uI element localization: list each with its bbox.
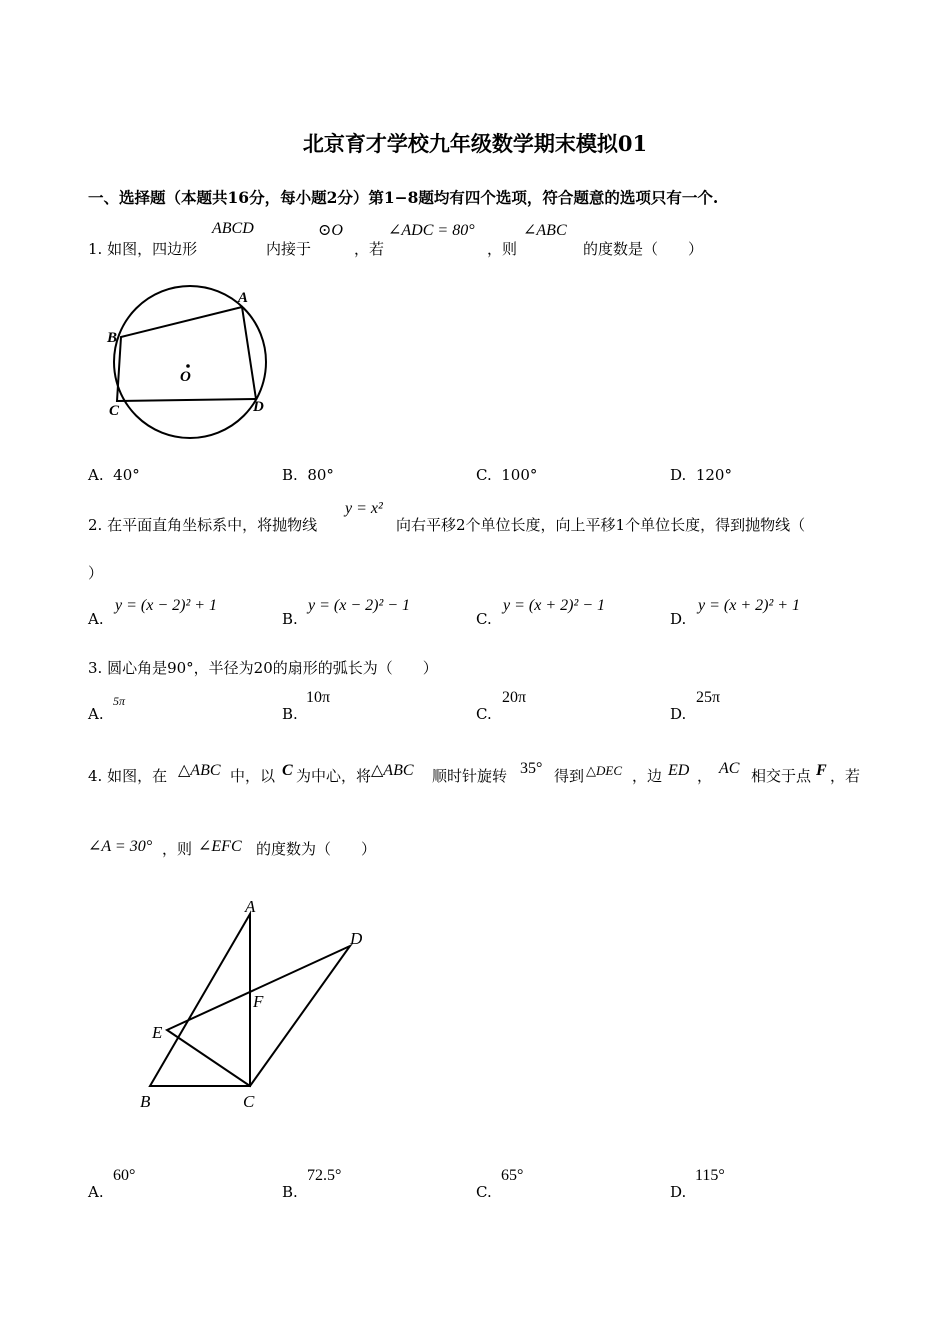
q2-text-2: 向右平移2个单位长度，向上平移1个单位长度，得到抛物线（ [396, 516, 806, 534]
q3-option-a-value[interactable]: 5π [113, 694, 126, 708]
q1-math-angle-abc: ∠ABC [523, 222, 567, 239]
q4-option-c-value[interactable]: 65° [501, 1167, 524, 1184]
q4-text-3: 为中心，将 [296, 767, 372, 785]
q1-text-1: 1. 如图，四边形 [88, 240, 198, 258]
q4-math-f: F [816, 762, 827, 779]
q2-option-c-value[interactable]: y = (x + 2)² − 1 [503, 597, 606, 614]
q1-math-circle-o: ⊙O [318, 222, 343, 239]
q3-option-d-letter[interactable]: D. [670, 705, 687, 723]
section-header: 一、选择题（本题共16分，每小题2分）第1−8题均有四个选项，符合题意的选项只有一个. [88, 188, 719, 207]
quadrilateral-abcd [117, 307, 256, 401]
q3-option-c-letter[interactable]: C. [476, 705, 492, 723]
q4-option-b-letter[interactable]: B. [282, 1183, 298, 1201]
q2-text-3: ） [88, 564, 104, 582]
q4-math-triangle-abc: △ABC [178, 762, 221, 779]
q4-math-angle-a: ∠A = 30° [88, 838, 153, 855]
q1-figure-inscribed-quadrilateral [100, 282, 285, 447]
q4-math-ed: ED [668, 762, 690, 779]
q4-math-35-deg: 35° [520, 760, 543, 777]
q3-option-a-letter[interactable]: A. [88, 705, 104, 723]
q1-option-c-letter: C. [476, 466, 492, 484]
q1-math-abcd: ABCD [212, 220, 254, 237]
q3-option-d-value[interactable]: 25π [696, 689, 721, 706]
q1-option-a[interactable] [88, 466, 140, 484]
label-e: E [152, 1023, 163, 1042]
q4-option-c-letter[interactable]: C. [476, 1183, 492, 1201]
center-point-o [186, 364, 190, 368]
q2-option-a-letter[interactable]: A. [88, 610, 104, 628]
q1-option-b-value: 80° [307, 466, 334, 484]
q4-math-c: C [282, 762, 293, 779]
q1-option-a-value: 40° [113, 466, 140, 484]
q2-option-c-letter[interactable]: C. [476, 610, 492, 628]
q2-option-b-value[interactable]: y = (x − 2)² − 1 [308, 597, 411, 614]
q1-text-5: 的度数是（ ） [583, 240, 704, 258]
q4-text-5: 得到 [554, 767, 585, 785]
q3-option-b-value[interactable]: 10π [306, 689, 331, 706]
page-title: 北京育才学校九年级数学期末模拟01 [302, 131, 648, 156]
q4-text-8: 相交于点 [751, 767, 812, 785]
q1-text-4: ，则 [487, 240, 518, 258]
q4-option-b-value[interactable]: 72.5° [307, 1167, 342, 1184]
label-a: A [238, 290, 249, 306]
q1-option-b[interactable] [282, 466, 334, 484]
q3-text: 3. 圆心角是90°，半径为20的扇形的弧长为（ ） [88, 659, 438, 677]
q1-text-3: ，若 [354, 240, 385, 258]
q2-option-d-letter[interactable]: D. [670, 610, 687, 628]
q4-option-a-letter[interactable]: A. [88, 1183, 104, 1201]
label-d: D [253, 399, 264, 415]
q2-option-b-letter[interactable]: B. [282, 610, 298, 628]
q4-text-10: ，则 [162, 840, 193, 858]
q4-figure-rotated-triangles [130, 890, 380, 1120]
label-c: C [109, 403, 120, 419]
q3-option-b-letter[interactable]: B. [282, 705, 298, 723]
q2-option-d-value[interactable]: y = (x + 2)² + 1 [698, 597, 801, 614]
q4-text-6: ，边 [632, 767, 663, 785]
label-b: B [140, 1092, 151, 1111]
q4-math-ac: AC [719, 760, 740, 777]
q4-option-a-value[interactable]: 60° [113, 1167, 136, 1184]
q1-math-angle-adc: ∠ADC = 80° [388, 222, 475, 239]
q2-text-1: 2. 在平面直角坐标系中，将抛物线 [88, 516, 318, 534]
q1-option-d-value: 120° [695, 466, 732, 484]
q1-option-c[interactable] [476, 466, 537, 484]
q1-option-c-value: 100° [501, 466, 538, 484]
q1-option-d[interactable] [670, 466, 732, 484]
q4-option-d-value[interactable]: 115° [695, 1167, 725, 1184]
q2-option-a-value[interactable]: y = (x − 2)² + 1 [115, 597, 218, 614]
triangle-dec [167, 946, 350, 1086]
triangle-abc [150, 914, 250, 1086]
q4-option-d-letter[interactable]: D. [670, 1183, 687, 1201]
label-c: C [243, 1092, 255, 1111]
q4-text-4: 顺时针旋转 [432, 767, 508, 785]
q4-text-1: 4. 如图，在 [88, 767, 168, 785]
q4-text-11: 的度数为（ ） [256, 840, 377, 858]
label-d: D [350, 929, 363, 948]
label-o: O [180, 369, 191, 385]
q4-text-7: ， [697, 767, 713, 785]
q4-text-2: 中，以 [230, 767, 276, 785]
q4-math-angle-efc: ∠EFC [198, 838, 242, 855]
q4-text-9: ，若 [830, 767, 861, 785]
q2-math-parabola: y = x² [345, 500, 383, 517]
q1-option-d-letter: D. [670, 466, 687, 484]
q3-option-c-value[interactable]: 20π [502, 689, 527, 706]
label-a: A [245, 897, 256, 916]
q1-text-2: 内接于 [266, 240, 312, 258]
q4-math-triangle-abc-2: △ABC [371, 762, 414, 779]
q1-option-a-letter: A. [88, 466, 104, 484]
q1-option-b-letter: B. [282, 466, 298, 484]
label-f: F [253, 992, 264, 1011]
label-b: B [107, 330, 118, 346]
q4-math-triangle-dec: △DEC [586, 763, 622, 778]
